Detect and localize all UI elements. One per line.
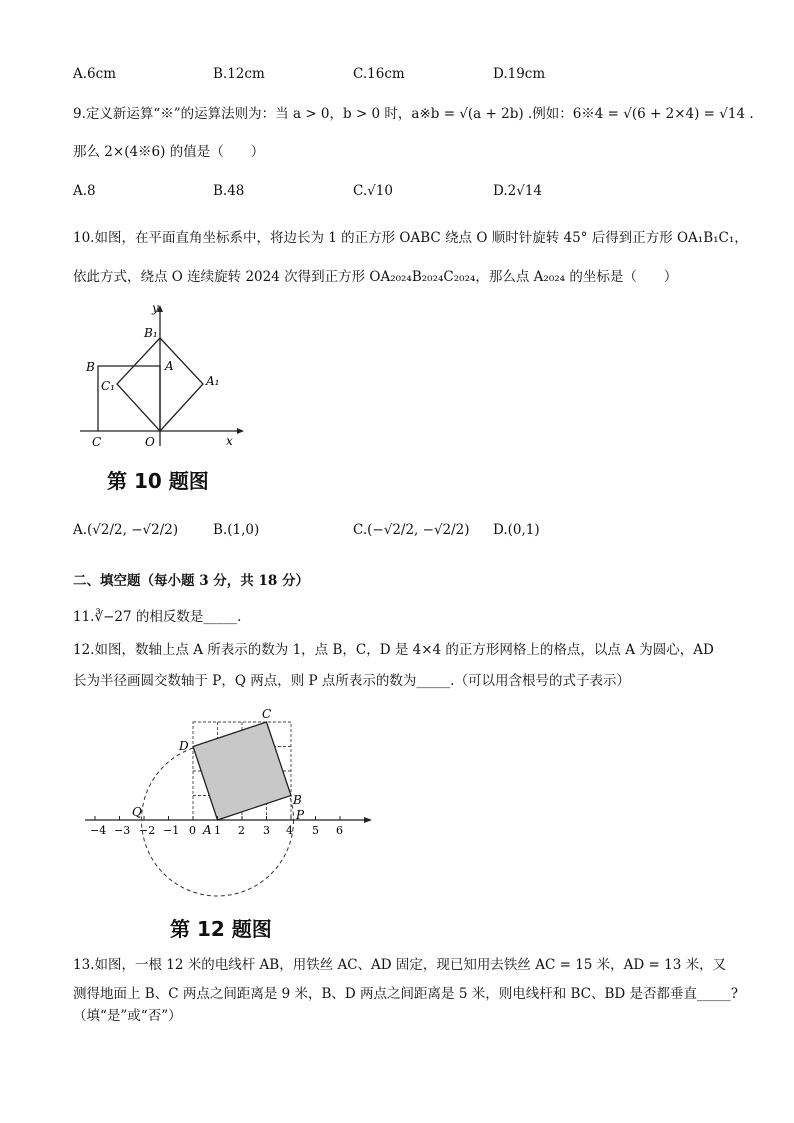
q9-stem-line2: 那么 2×(4※6) 的值是（ ） <box>73 144 265 160</box>
svg-text:4: 4 <box>286 824 293 837</box>
q9-option-a: A.8 <box>73 183 96 199</box>
svg-text:2: 2 <box>238 824 245 837</box>
x-axis-arrow <box>237 428 244 434</box>
shaded-square <box>193 722 291 820</box>
section-heading: 二、填空题（每小题 3 分，共 18 分） <box>73 573 309 589</box>
q13-stem-line2: 测得地面上 B、C 两点之间距离是 9 米，B、D 两点之间距离是 5 米，则电线杆和 BC、BD 是否都垂直_____? <box>73 986 739 1002</box>
q9-stem-line1: 9.定义新运算“※”的运算法则为：当 a > 0，b > 0 时，a※b = √(a + 2b) .例如：6※4 = √(6 + 2×4) = √14 . <box>73 106 754 122</box>
q12-figure <box>80 700 380 900</box>
label-c: C <box>92 435 102 449</box>
label-y: y <box>152 301 159 315</box>
svg-text:0: 0 <box>189 824 196 837</box>
label-c: C <box>262 707 272 721</box>
q9-option-d: D.2√14 <box>493 183 543 199</box>
label-c1: C₁ <box>101 379 115 393</box>
q8-option-a: A.6cm <box>73 66 116 82</box>
q13-stem-line3: （填“是”或“否”） <box>73 1008 182 1024</box>
q8-option-d: D.19cm <box>493 66 546 82</box>
svg-text:−1: −1 <box>163 824 180 837</box>
label-b: B <box>86 360 95 374</box>
svg-text:−2: −2 <box>139 824 156 837</box>
q12-stem-line2: 长为半径画圆交数轴于 P，Q 两点，则 P 点所表示的数为_____.（可以用含根号的式子表示） <box>73 673 630 689</box>
svg-text:−3: −3 <box>114 824 131 837</box>
q8-option-c: C.16cm <box>353 66 405 82</box>
q9-option-c: C.√10 <box>353 183 393 199</box>
q10-option-c: C.(−√2/2, −√2/2) <box>353 522 470 538</box>
number-line-arrow <box>364 817 372 823</box>
svg-text:6: 6 <box>336 824 343 837</box>
q13-stem-line1: 13.如图，一根 12 米的电线杆 AB，用铁丝 AC、AD 固定，现已知用去铁丝 AC = 15 米，AD = 13 米，又 <box>73 957 727 973</box>
q10-stem-line2: 依此方式，绕点 O 连续旋转 2024 次得到正方形 OA₂₀₂₄B₂₀₂₄C₂₀₂₄，那么点 A₂₀₂₄ 的坐标是（ ） <box>73 269 678 285</box>
svg-text:5: 5 <box>312 824 319 837</box>
svg-text:1: 1 <box>214 824 221 837</box>
label-d: D <box>179 739 189 753</box>
q10-figure <box>80 300 250 450</box>
q10-stem-line1: 10.如图，在平面直角坐标系中，将边长为 1 的正方形 OABC 绕点 O 顺时针旋转 45° 后得到正方形 OA₁B₁C₁， <box>73 230 748 246</box>
svg-text:−4: −4 <box>90 824 107 837</box>
label-a: A <box>165 359 174 373</box>
q12-figure-caption: 第 12 题图 <box>170 917 272 941</box>
q11-stem: 11.∛−27 的相反数是_____. <box>73 609 242 625</box>
q9-option-b: B.48 <box>213 183 245 199</box>
label-a1: A₁ <box>206 374 220 388</box>
label-x: x <box>226 434 233 448</box>
q8-option-b: B.12cm <box>213 66 265 82</box>
q10-option-d: D.(0,1) <box>493 522 540 538</box>
tick-labels <box>90 824 343 837</box>
label-q: Q <box>132 805 142 819</box>
q10-option-a: A.(√2/2, −√2/2) <box>73 522 179 538</box>
label-b1: B₁ <box>144 326 158 340</box>
label-a: A <box>203 823 212 837</box>
svg-text:3: 3 <box>263 824 270 837</box>
q10-figure-caption: 第 10 题图 <box>107 469 209 493</box>
label-b: B <box>293 793 302 807</box>
label-o: O <box>145 435 155 449</box>
q12-stem-line1: 12.如图，数轴上点 A 所表示的数为 1，点 B，C，D 是 4×4 的正方形网格上的格点，以点 A 为圆心，AD <box>73 642 714 658</box>
q10-option-b: B.(1,0) <box>213 522 260 538</box>
label-p: P <box>296 808 305 822</box>
